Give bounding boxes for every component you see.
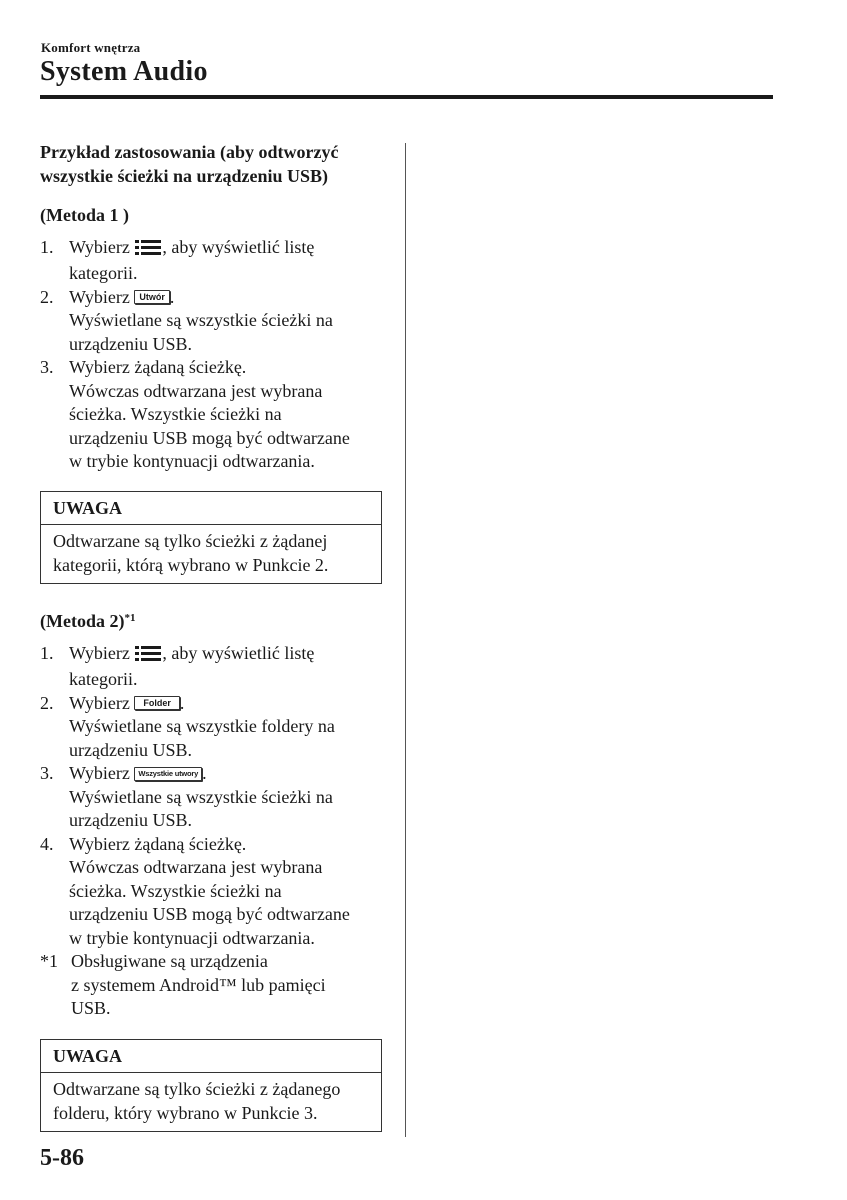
folder-button: Folder (134, 696, 180, 710)
step-text: Wybierz żądaną ścieżkę. (69, 357, 247, 377)
method-1-steps (40, 236, 385, 474)
footnote-text: Obsługiwane są urządzenia (71, 951, 268, 971)
step-text: kategorii. (69, 669, 138, 689)
step-number: 3. (40, 763, 54, 783)
footnote-text: USB. (71, 998, 111, 1018)
note-text: kategorii, którą wybrano w Punkcie 2. (53, 554, 329, 575)
section-title (40, 141, 385, 188)
step-number: 3. (40, 357, 54, 377)
note-heading: UWAGA (41, 492, 381, 526)
note-box (40, 491, 382, 585)
footnote-mark: *1 (124, 612, 136, 624)
step-text: urządzeniu USB. (69, 810, 192, 830)
method-2-heading (40, 610, 385, 634)
step-text: urządzeniu USB. (69, 333, 192, 354)
step-text: . (202, 763, 207, 783)
list-item (40, 236, 385, 286)
header-divider (40, 95, 773, 99)
footnote-text: z systemem Android™ lub pamięci (71, 974, 326, 995)
column-divider (405, 143, 406, 1137)
step-text: urządzeniu USB. (69, 739, 192, 760)
list-item (40, 642, 385, 692)
step-text: . (169, 286, 175, 307)
step-text: . (179, 692, 185, 713)
step-number: 1. (40, 236, 54, 257)
page-title: System Audio (40, 56, 208, 87)
note-box (40, 1039, 382, 1133)
step-number: 1. (40, 642, 54, 663)
step-text: ścieżka. Wszystkie ścieżki na (69, 404, 282, 424)
utwor-button: Utwór (134, 290, 170, 304)
method-2-heading-text: (Metoda 2) (40, 611, 125, 631)
step-text: w trybie kontynuacji odtwarzania. (69, 927, 315, 948)
list-menu-icon (135, 239, 161, 263)
step-text: Wybierz (69, 236, 135, 257)
note-body (41, 525, 381, 583)
step-text: , aby wyświetlić listę (162, 236, 315, 257)
note-text: folderu, który wybrano w Punkcie 3. (53, 1102, 318, 1123)
page-number: 5-86 (40, 1145, 84, 1171)
step-text: Wybierz (69, 763, 135, 783)
method-1-heading: (Metoda 1 ) (40, 205, 129, 225)
note-text: Odtwarzane są tylko ścieżki z żądanego (53, 1079, 341, 1099)
method-2-steps (40, 642, 385, 951)
list-item (40, 762, 385, 833)
list-menu-icon (135, 645, 161, 669)
step-text: Wyświetlane są wszystkie ścieżki na (69, 310, 333, 330)
list-item (40, 356, 385, 474)
step-number: 2. (40, 286, 54, 307)
step-text: Wówczas odtwarzana jest wybrana (69, 380, 323, 401)
all-tracks-button: Wszystkie utwory (134, 767, 202, 781)
note-text: Odtwarzane są tylko ścieżki z żądanej (53, 531, 328, 551)
list-item (40, 833, 385, 951)
list-item (40, 692, 385, 763)
section-title-line-1: Przykład zastosowania (aby odtworzyć (40, 142, 339, 162)
note-heading: UWAGA (41, 1040, 381, 1074)
left-column (40, 141, 385, 1132)
footnote (40, 950, 385, 1021)
step-text: Wówczas odtwarzana jest wybrana (69, 857, 323, 877)
step-number: 2. (40, 692, 54, 713)
step-text: Wybierz (69, 286, 135, 307)
step-text: urządzeniu USB mogą być odtwarzane (69, 427, 350, 448)
section-title-line-2: wszystkie ścieżki na urządzeniu USB) (40, 165, 328, 186)
step-text: kategorii. (69, 263, 138, 283)
list-item (40, 286, 385, 357)
footnote-mark: *1 (40, 951, 58, 971)
step-text: Wybierz (69, 692, 135, 713)
step-number: 4. (40, 833, 54, 854)
note-body (41, 1073, 381, 1131)
section-label: Komfort wnętrza (41, 40, 141, 55)
step-text: w trybie kontynuacji odtwarzania. (69, 451, 315, 471)
step-text: , aby wyświetlić listę (162, 642, 315, 663)
step-text: ścieżka. Wszystkie ścieżki na (69, 880, 282, 901)
step-text: Wybierz (69, 642, 135, 663)
step-text: Wybierz żądaną ścieżkę. (69, 833, 247, 854)
step-text: urządzeniu USB mogą być odtwarzane (69, 904, 350, 924)
step-text: Wyświetlane są wszystkie foldery na (69, 716, 335, 736)
step-text: Wyświetlane są wszystkie ścieżki na (69, 786, 333, 807)
